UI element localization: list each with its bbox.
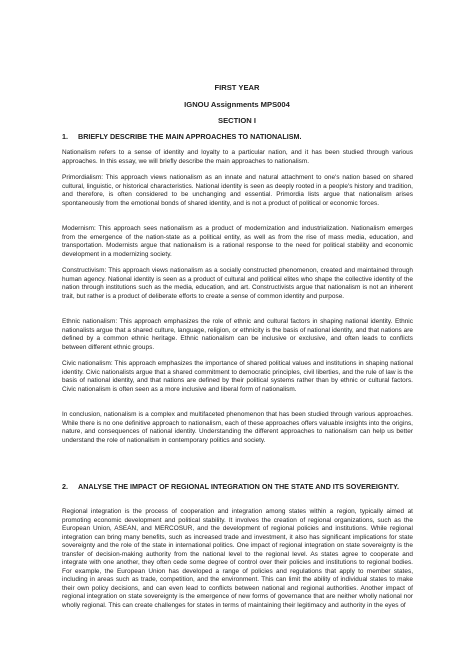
q1-ethnic-nationalism-paragraph: Ethnic nationalism: This approach emphasizes the role of ethnic and cultural factors in shaping national identity. Ethnic nationalists argue that a shared culture, language, religion, or ethnicity is the basis of national identity, and that nations are defined by a common ethnic heritage. Ethnic nationalism can be inclusive or exclusive, and often leads to conflicts between different ethnic groups. [62, 318, 413, 351]
q1-constructivism-paragraph: Constructivism: This approach views nationalism as a socially constructed phenomenon, created and maintained through human agency. National identity is seen as a product of cultural and political elites who shape the collective identity of the nation through institutions such as the media, education, and art. Constructivists argue that nationalism is not an inherent trait, but rather is a product of deliberate efforts to create a sense of common identity and purpose. [62, 267, 413, 300]
q1-primordialism-paragraph: Primordialism: This approach views nationalism as an innate and natural attachment to one's nation based on shared cultural, linguistic, or historical characteristics. National identity is seen as deeply rooted in a people's history and tradition, and therefore, is often considered to be unchanging and essential. Primordia lists argue that nationalism arises spontaneously from the emotional bonds of shared identity, and is not a product of political or economic forces. [62, 174, 413, 207]
q1-intro-paragraph: Nationalism refers to a sense of identity and loyalty to a particular nation, and it has been studied through various approaches. In this essay, we will briefly describe the main approaches to nationalism. [62, 149, 413, 165]
q1-civic-nationalism-paragraph: Civic nationalism: This approach emphasizes the importance of shared political values and institutions in shaping national identity. Civic nationalists argue that a shared commitment to democratic principles, civil liberties, and the rule of law is the basis of national identity, and that nations are defined by their political systems rather than by ethnic or cultural factors. Civic nationalism is often seen as a more inclusive and liberal form of nationalism. [62, 360, 413, 393]
question-2-text: ANALYSE THE IMPACT OF REGIONAL INTEGRATION ON THE STATE AND ITS SOVEREIGNTY. [78, 482, 400, 491]
section-heading: SECTION I [218, 116, 256, 125]
q2-body-paragraph: Regional integration is the process of cooperation and integration among states within a region, typically aimed at promoting economic development and political stability. It involves the creation of regional organizations, such as the European Union, ASEAN, and MERCOSUR, and the development of regional policies and institutions. While regional integration can bring many benefits, such as increased trade and investment, it also has significant implications for state sovereignty and the role of the state in international politics. One impact of regional integration on state sovereignty is the transfer of decision-making authority from the national level to the regional level. As states agree to cooperate and integrate with one another, they often cede some degree of control over their policies and institutions to regional bodies. For example, the European Union has developed a range of policies and regulations that apply to member states, including in areas such as trade, competition, and the environment. This can limit the ability of individual states to make their own policy decisions, and can even lead to conflicts between national and regional authorities. Another impact of regional integration on state sovereignty is the emergence of new forms of governance that are neither wholly national nor wholly regional. This can create challenges for states in terms of maintaining their legitimacy and authority in the eyes of [62, 508, 413, 610]
question-2-heading [62, 482, 416, 492]
q1-modernism-paragraph: Modernism: This approach sees nationalism as a product of modernization and industrialization. Nationalism emerges from the emergence of the nation-state as a political entity, as well as from the rise of mass media, education, and transportation. Modernists argue that nationalism is a rational response to the need for political stability and economic development in a modernizing society. [62, 225, 413, 258]
document-subtitle: IGNOU Assignments MPS004 [184, 100, 290, 109]
question-2-number: 2. [62, 482, 68, 491]
document-title: FIRST YEAR [214, 83, 260, 92]
question-1-text: BRIEFLY DESCRIBE THE MAIN APPROACHES TO NATIONALISM. [78, 132, 302, 141]
question-1-number: 1. [62, 132, 68, 141]
q1-conclusion-paragraph: In conclusion, nationalism is a complex and multifaceted phenomenon that has been studied through various approaches. While there is no one definitive approach to nationalism, each of these approaches offers valuable insights into the origins, nature, and consequences of national identity. Understanding the different approaches to nationalism can help us better understand the role of nationalism in contemporary politics and society. [62, 411, 413, 444]
question-1-heading [62, 132, 416, 142]
